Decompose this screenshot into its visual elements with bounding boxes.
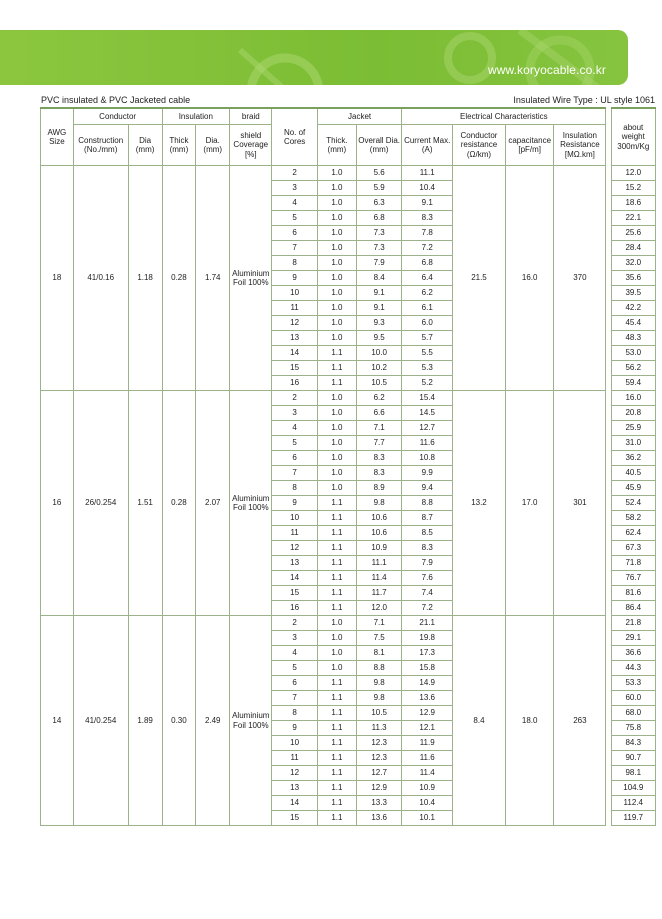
overall-dia-cell: 12.3 (356, 751, 401, 766)
weight-cell: 25.9 (611, 421, 655, 436)
weight-cell: 60.0 (611, 691, 655, 706)
cores-cell: 12 (272, 541, 317, 556)
conductor-dia: 1.51 (128, 391, 162, 616)
awg-size: 18 (41, 166, 74, 391)
cores-cell: 11 (272, 526, 317, 541)
weight-cell: 58.2 (611, 511, 655, 526)
construction: 41/0.254 (73, 616, 128, 826)
current-cell: 10.1 (402, 811, 453, 826)
overall-dia-cell: 6.6 (356, 406, 401, 421)
cores-cell: 16 (272, 601, 317, 616)
overall-dia-cell: 13.3 (356, 796, 401, 811)
current-cell: 5.7 (402, 331, 453, 346)
dia-header: Dia (mm) (128, 125, 162, 166)
jacket-thick-cell: 1.1 (317, 361, 356, 376)
current-cell: 5.2 (402, 376, 453, 391)
shield-coverage: Aluminium Foil 100% (230, 391, 272, 616)
cores-cell: 11 (272, 751, 317, 766)
weight-cell: 68.0 (611, 706, 655, 721)
overall-dia-cell: 9.5 (356, 331, 401, 346)
jacket-thick-cell: 1.1 (317, 556, 356, 571)
cores-cell: 3 (272, 406, 317, 421)
weight-cell: 36.2 (611, 451, 655, 466)
overall-dia-cell: 7.9 (356, 256, 401, 271)
cable-description: PVC insulated & PVC Jacketed cable (41, 95, 191, 105)
overall-dia-cell: 8.4 (356, 271, 401, 286)
thick-header: Thick (mm) (162, 125, 196, 166)
jacket-thick-cell: 1.1 (317, 811, 356, 826)
insulation-resistance-header: Insulation Resistance [MΩ.km] (554, 125, 606, 166)
weight-cell: 62.4 (611, 526, 655, 541)
jacket-thick-cell: 1.0 (317, 301, 356, 316)
conductor-resistance: 13.2 (453, 391, 506, 616)
current-header: Current Max.(A) (402, 125, 453, 166)
insulation-resistance: 370 (554, 166, 606, 391)
current-cell: 14.5 (402, 406, 453, 421)
current-cell: 21.1 (402, 616, 453, 631)
current-cell: 7.6 (402, 571, 453, 586)
capacitance: 16.0 (505, 166, 554, 391)
cores-cell: 15 (272, 361, 317, 376)
weight-cell: 18.6 (611, 196, 655, 211)
weight-cell: 75.8 (611, 721, 655, 736)
construction-header: Construction (No./mm) (73, 125, 128, 166)
cores-cell: 2 (272, 166, 317, 181)
current-cell: 10.4 (402, 796, 453, 811)
current-cell: 8.7 (402, 511, 453, 526)
current-cell: 11.6 (402, 751, 453, 766)
weight-cell: 45.9 (611, 481, 655, 496)
jacket-thick-cell: 1.0 (317, 256, 356, 271)
current-cell: 12.7 (402, 421, 453, 436)
jacket-thick-cell: 1.1 (317, 496, 356, 511)
insulation-resistance: 263 (554, 616, 606, 826)
cores-cell: 3 (272, 631, 317, 646)
current-cell: 11.1 (402, 166, 453, 181)
jacket-thick-cell: 1.1 (317, 796, 356, 811)
cores-cell: 14 (272, 571, 317, 586)
cores-cell: 5 (272, 211, 317, 226)
insulation-dia: 2.49 (196, 616, 230, 826)
overall-dia-cell: 10.6 (356, 526, 401, 541)
weight-cell: 31.0 (611, 436, 655, 451)
spec-table (40, 107, 656, 826)
jacket-thick-cell: 1.0 (317, 241, 356, 256)
insulation-resistance: 301 (554, 391, 606, 616)
capacitance-header: capacitance [pF/m] (505, 125, 554, 166)
cores-cell: 6 (272, 226, 317, 241)
insulation-thick: 0.28 (162, 391, 196, 616)
jacket-thick-cell: 1.0 (317, 466, 356, 481)
current-cell: 17.3 (402, 646, 453, 661)
overall-dia-cell: 5.9 (356, 181, 401, 196)
overall-dia-cell: 7.7 (356, 436, 401, 451)
overall-dia-cell: 6.3 (356, 196, 401, 211)
current-cell: 7.8 (402, 226, 453, 241)
overall-dia-cell: 10.6 (356, 511, 401, 526)
weight-cell: 35.6 (611, 271, 655, 286)
table-row (41, 166, 656, 181)
current-cell: 8.5 (402, 526, 453, 541)
current-cell: 6.8 (402, 256, 453, 271)
jacket-thick-cell: 1.1 (317, 376, 356, 391)
weight-cell: 40.5 (611, 466, 655, 481)
weight-cell: 39.5 (611, 286, 655, 301)
jacket-thick-cell: 1.0 (317, 451, 356, 466)
overall-dia-cell: 9.1 (356, 301, 401, 316)
jacket-thick-cell: 1.1 (317, 526, 356, 541)
weight-cell: 59.4 (611, 376, 655, 391)
overall-dia-cell: 8.3 (356, 466, 401, 481)
overall-dia-cell: 10.2 (356, 361, 401, 376)
overall-dia-header: Overall Dia.(mm) (356, 125, 401, 166)
jacket-thick-header: Thick. (mm) (317, 125, 356, 166)
conductor-dia: 1.18 (128, 166, 162, 391)
jacket-thick-cell: 1.0 (317, 616, 356, 631)
jacket-thick-cell: 1.0 (317, 661, 356, 676)
overall-dia-cell: 12.7 (356, 766, 401, 781)
overall-dia-cell: 12.3 (356, 736, 401, 751)
current-cell: 8.3 (402, 541, 453, 556)
cores-cell: 13 (272, 331, 317, 346)
capacitance: 18.0 (505, 616, 554, 826)
overall-dia-cell: 7.3 (356, 226, 401, 241)
overall-dia-cell: 7.3 (356, 241, 401, 256)
jacket-thick-cell: 1.1 (317, 346, 356, 361)
weight-cell: 36.6 (611, 646, 655, 661)
insulation-thick: 0.28 (162, 166, 196, 391)
capacitance: 17.0 (505, 391, 554, 616)
cores-cell: 11 (272, 301, 317, 316)
overall-dia-cell: 12.0 (356, 601, 401, 616)
jacket-thick-cell: 1.1 (317, 691, 356, 706)
jacket-thick-cell: 1.0 (317, 286, 356, 301)
cores-cell: 12 (272, 316, 317, 331)
overall-dia-cell: 6.8 (356, 211, 401, 226)
current-cell: 11.9 (402, 736, 453, 751)
current-cell: 5.3 (402, 361, 453, 376)
cores-cell: 10 (272, 286, 317, 301)
weight-cell: 76.7 (611, 571, 655, 586)
cores-cell: 9 (272, 496, 317, 511)
website-url[interactable]: www.koryocable.co.kr (487, 63, 606, 77)
table-row (41, 391, 656, 406)
conductor-resistance: 21.5 (453, 166, 506, 391)
cores-cell: 2 (272, 391, 317, 406)
conductor-dia: 1.89 (128, 616, 162, 826)
weight-cell: 84.3 (611, 736, 655, 751)
weight-cell: 32.0 (611, 256, 655, 271)
insulation-dia: 1.74 (196, 166, 230, 391)
current-cell: 10.9 (402, 781, 453, 796)
current-cell: 6.2 (402, 286, 453, 301)
cores-cell: 12 (272, 766, 317, 781)
cores-cell: 9 (272, 721, 317, 736)
weight-cell: 45.4 (611, 316, 655, 331)
current-cell: 9.4 (402, 481, 453, 496)
weight-cell: 44.3 (611, 661, 655, 676)
jacket-thick-cell: 1.0 (317, 646, 356, 661)
weight-cell: 12.0 (611, 166, 655, 181)
cores-cell: 2 (272, 616, 317, 631)
overall-dia-cell: 8.8 (356, 661, 401, 676)
overall-dia-cell: 9.3 (356, 316, 401, 331)
current-cell: 8.8 (402, 496, 453, 511)
jacket-thick-cell: 1.0 (317, 196, 356, 211)
overall-dia-cell: 8.1 (356, 646, 401, 661)
construction: 26/0.254 (73, 391, 128, 616)
overall-dia-cell: 9.8 (356, 691, 401, 706)
jacket-thick-cell: 1.1 (317, 706, 356, 721)
overall-dia-cell: 7.1 (356, 421, 401, 436)
overall-dia-cell: 10.9 (356, 541, 401, 556)
conductor-header: Conductor (73, 108, 162, 125)
weight-cell: 71.8 (611, 556, 655, 571)
table-row (41, 616, 656, 631)
jacket-thick-cell: 1.0 (317, 631, 356, 646)
overall-dia-cell: 11.7 (356, 586, 401, 601)
current-cell: 9.1 (402, 196, 453, 211)
overall-dia-cell: 9.8 (356, 496, 401, 511)
current-cell: 11.6 (402, 436, 453, 451)
overall-dia-cell: 9.8 (356, 676, 401, 691)
jacket-thick-cell: 1.1 (317, 751, 356, 766)
overall-dia-cell: 8.3 (356, 451, 401, 466)
cores-cell: 13 (272, 556, 317, 571)
current-cell: 11.4 (402, 766, 453, 781)
jacket-thick-cell: 1.0 (317, 391, 356, 406)
current-cell: 7.4 (402, 586, 453, 601)
jacket-thick-cell: 1.0 (317, 481, 356, 496)
weight-cell: 104.9 (611, 781, 655, 796)
cores-cell: 9 (272, 271, 317, 286)
weight-cell: 15.2 (611, 181, 655, 196)
construction: 41/0.16 (73, 166, 128, 391)
jacket-thick-cell: 1.1 (317, 586, 356, 601)
weight-cell: 21.8 (611, 616, 655, 631)
overall-dia-cell: 9.1 (356, 286, 401, 301)
current-cell: 10.4 (402, 181, 453, 196)
current-cell: 7.2 (402, 241, 453, 256)
jacket-thick-cell: 1.1 (317, 736, 356, 751)
weight-cell: 98.1 (611, 766, 655, 781)
resistance-header: Conductor resistance (Ω/km) (453, 125, 506, 166)
weight-cell: 48.3 (611, 331, 655, 346)
weight-cell: 42.2 (611, 301, 655, 316)
jacket-thick-cell: 1.0 (317, 421, 356, 436)
jacket-thick-cell: 1.1 (317, 676, 356, 691)
current-cell: 9.9 (402, 466, 453, 481)
overall-dia-cell: 12.9 (356, 781, 401, 796)
cores-cell: 15 (272, 811, 317, 826)
overall-dia-cell: 6.2 (356, 391, 401, 406)
weight-cell: 20.8 (611, 406, 655, 421)
cores-cell: 16 (272, 376, 317, 391)
current-cell: 7.9 (402, 556, 453, 571)
cores-cell: 6 (272, 676, 317, 691)
current-cell: 19.8 (402, 631, 453, 646)
shield-coverage: Aluminium Foil 100% (230, 166, 272, 391)
cores-cell: 15 (272, 586, 317, 601)
current-cell: 6.1 (402, 301, 453, 316)
cores-cell: 4 (272, 421, 317, 436)
insulation-dia: 2.07 (196, 391, 230, 616)
weight-cell: 28.4 (611, 241, 655, 256)
cores-cell: 13 (272, 781, 317, 796)
ins-dia-header: Dia. (mm) (196, 125, 230, 166)
weight-cell: 29.1 (611, 631, 655, 646)
jacket-thick-cell: 1.0 (317, 226, 356, 241)
weight-cell: 56.2 (611, 361, 655, 376)
cores-cell: 10 (272, 511, 317, 526)
header-banner (0, 30, 628, 85)
overall-dia-cell: 8.9 (356, 481, 401, 496)
current-cell: 15.8 (402, 661, 453, 676)
jacket-thick-cell: 1.1 (317, 781, 356, 796)
jacket-thick-cell: 1.0 (317, 316, 356, 331)
cores-cell: 6 (272, 451, 317, 466)
current-cell: 14.9 (402, 676, 453, 691)
current-cell: 15.4 (402, 391, 453, 406)
jacket-thick-cell: 1.0 (317, 406, 356, 421)
weight-cell: 53.0 (611, 346, 655, 361)
weight-cell: 52.4 (611, 496, 655, 511)
current-cell: 12.1 (402, 721, 453, 736)
weight-cell: 86.4 (611, 601, 655, 616)
cores-cell: 3 (272, 181, 317, 196)
jacket-thick-cell: 1.0 (317, 166, 356, 181)
jacket-header: Jacket (317, 108, 402, 125)
awg-size: 14 (41, 616, 74, 826)
overall-dia-cell: 7.5 (356, 631, 401, 646)
weight-cell: 81.6 (611, 586, 655, 601)
jacket-thick-cell: 1.1 (317, 721, 356, 736)
jacket-thick-cell: 1.0 (317, 331, 356, 346)
cores-cell: 10 (272, 736, 317, 751)
shield-header: shield Coverage [%] (230, 125, 272, 166)
current-cell: 13.6 (402, 691, 453, 706)
jacket-thick-cell: 1.1 (317, 601, 356, 616)
overall-dia-cell: 5.6 (356, 166, 401, 181)
overall-dia-cell: 7.1 (356, 616, 401, 631)
overall-dia-cell: 10.5 (356, 706, 401, 721)
current-cell: 5.5 (402, 346, 453, 361)
weight-cell: 53.3 (611, 676, 655, 691)
wire-type: Insulated Wire Type : UL style 1061 (513, 95, 655, 105)
current-cell: 8.3 (402, 211, 453, 226)
cores-cell: 14 (272, 346, 317, 361)
weight-cell: 25.6 (611, 226, 655, 241)
weight-cell: 22.1 (611, 211, 655, 226)
shield-coverage: Aluminium Foil 100% (230, 616, 272, 826)
current-cell: 6.0 (402, 316, 453, 331)
jacket-thick-cell: 1.0 (317, 271, 356, 286)
weight-cell: 90.7 (611, 751, 655, 766)
insulation-thick: 0.30 (162, 616, 196, 826)
jacket-thick-cell: 1.1 (317, 541, 356, 556)
cores-cell: 8 (272, 481, 317, 496)
cores-cell: 7 (272, 466, 317, 481)
overall-dia-cell: 11.3 (356, 721, 401, 736)
cores-cell: 4 (272, 196, 317, 211)
weight-header: about weight 300m/Kg (611, 108, 655, 166)
jacket-thick-cell: 1.0 (317, 181, 356, 196)
overall-dia-cell: 11.1 (356, 556, 401, 571)
current-cell: 10.8 (402, 451, 453, 466)
weight-cell: 112.4 (611, 796, 655, 811)
jacket-thick-cell: 1.1 (317, 766, 356, 781)
insulation-header: Insulation (162, 108, 230, 125)
cores-cell: 8 (272, 706, 317, 721)
electrical-header: Electrical Characteristics (402, 108, 606, 125)
cores-cell: 7 (272, 691, 317, 706)
overall-dia-cell: 10.0 (356, 346, 401, 361)
current-cell: 6.4 (402, 271, 453, 286)
overall-dia-cell: 13.6 (356, 811, 401, 826)
overall-dia-cell: 11.4 (356, 571, 401, 586)
weight-cell: 67.3 (611, 541, 655, 556)
cores-cell: 7 (272, 241, 317, 256)
weight-cell: 16.0 (611, 391, 655, 406)
cores-cell: 5 (272, 436, 317, 451)
jacket-thick-cell: 1.1 (317, 571, 356, 586)
cores-header: No. of Cores (272, 108, 317, 166)
cores-cell: 5 (272, 661, 317, 676)
cores-cell: 14 (272, 796, 317, 811)
jacket-thick-cell: 1.0 (317, 211, 356, 226)
weight-cell: 119.7 (611, 811, 655, 826)
awg-header: AWG Size (41, 108, 74, 166)
cores-cell: 4 (272, 646, 317, 661)
current-cell: 7.2 (402, 601, 453, 616)
current-cell: 12.9 (402, 706, 453, 721)
overall-dia-cell: 10.5 (356, 376, 401, 391)
braid-header: braid (230, 108, 272, 125)
cores-cell: 8 (272, 256, 317, 271)
awg-size: 16 (41, 391, 74, 616)
jacket-thick-cell: 1.0 (317, 436, 356, 451)
jacket-thick-cell: 1.1 (317, 511, 356, 526)
conductor-resistance: 8.4 (453, 616, 506, 826)
